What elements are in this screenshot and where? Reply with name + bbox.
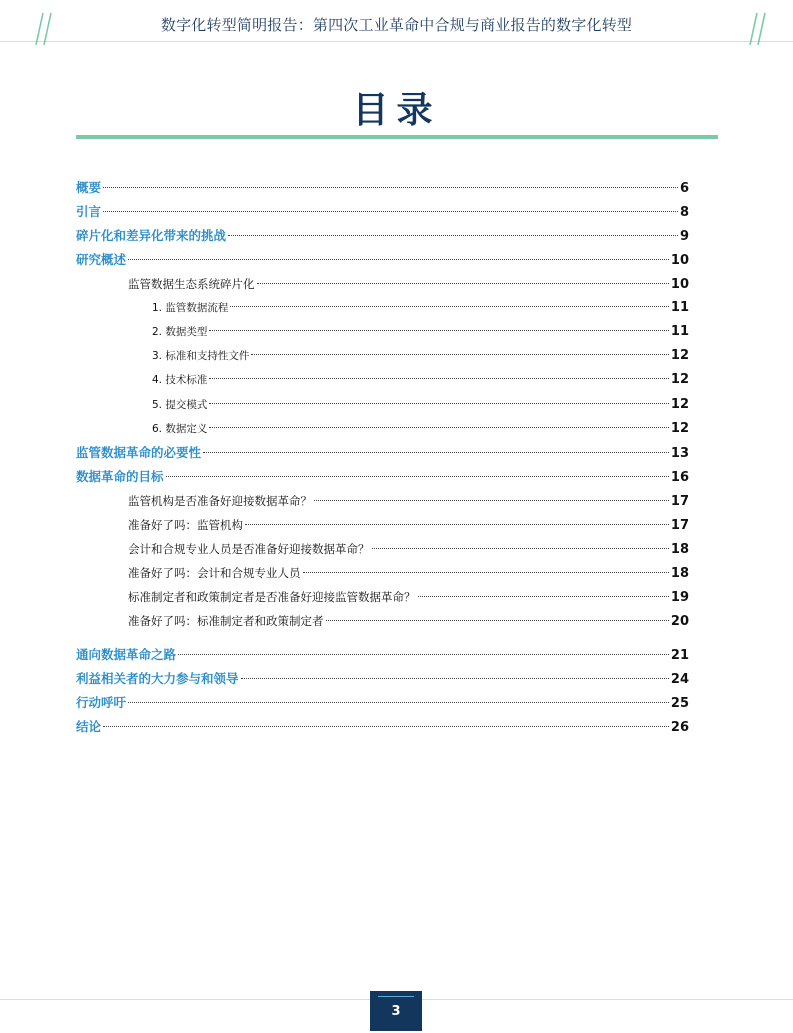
toc-entry[interactable] [128,611,689,631]
toc-dot-leader [241,678,669,679]
toc-entry-page: 26 [670,720,689,735]
toc-dot-leader [103,726,669,727]
toc-entry-label: 概要 [76,180,102,195]
toc-entry-label: 准备好了吗：监管机构 [128,518,243,532]
toc-entry[interactable] [76,250,689,270]
toc-entry-page: 12 [670,397,689,412]
toc-entry-page: 18 [670,542,689,557]
toc-entry[interactable] [76,178,689,198]
toc-entry-page: 6 [679,181,689,196]
toc-entry[interactable] [76,693,689,713]
toc-dot-leader [303,572,669,573]
toc-entry-label: 行动呼吁 [76,695,127,710]
toc-entry-page: 20 [670,614,689,629]
toc-entry[interactable] [128,563,689,583]
toc-entry-page: 16 [670,470,689,485]
toc-dot-leader [372,548,669,549]
toc-dot-leader [314,500,669,501]
toc-entry-label: 结论 [76,719,102,734]
toc-dot-leader [166,476,669,477]
toc-entry[interactable] [152,419,689,439]
toc-entry[interactable] [152,370,689,390]
toc-entry-page: 12 [670,348,689,363]
toc-dot-leader [257,283,669,284]
toc-entry-label: 碎片化和差异化带来的挑战 [76,228,227,243]
toc-title: 目录 [352,90,441,131]
toc-dot-leader [326,620,669,621]
toc-entry-page: 10 [670,277,689,292]
toc-entry[interactable] [128,539,689,559]
toc-dot-leader [203,452,669,453]
toc-entry[interactable] [128,491,689,511]
toc-entry-page: 11 [670,300,689,315]
toc-entry-label: 标准制定者和政策制定者是否准备好迎接监管数据革命？ [128,590,416,604]
toc-entry[interactable] [128,515,689,535]
toc-entry[interactable] [152,346,689,366]
toc-entry[interactable] [152,395,689,415]
toc-entry-label: 监管数据革命的必要性 [76,445,202,460]
toc-entry-page: 9 [679,229,689,244]
toc-entry[interactable] [76,202,689,222]
toc-entry-page: 13 [670,446,689,461]
page-badge-accent [378,996,414,997]
toc-entry-page: 12 [670,372,689,387]
toc-entry-label: 研究概述 [76,252,127,267]
toc-entry-label: 数据革命的目标 [76,469,164,484]
page-number: 3 [391,1004,401,1019]
toc-entry-page: 18 [670,566,689,581]
toc-dot-leader [245,524,669,525]
toc-dot-leader [228,235,678,236]
toc-entry[interactable] [76,443,689,463]
toc-dot-leader [128,702,669,703]
toc-entry-label: 监管机构是否准备好迎接数据革命？ [128,494,312,508]
toc-dot-leader [103,211,678,212]
page-number-badge [370,991,422,1031]
toc-entry[interactable] [152,298,689,318]
toc-entry-label: 3. 标准和支持性文件 [152,350,250,362]
toc-dot-leader [103,187,678,188]
toc-entry-label: 5. 提交模式 [152,399,208,411]
toc-dot-leader [209,378,669,379]
toc-dot-leader [251,354,669,355]
toc-entry-page: 17 [670,518,689,533]
toc-entry-page: 12 [670,421,689,436]
toc-entry[interactable] [76,669,689,689]
toc-entry-page: 21 [670,648,689,663]
toc-dot-leader [209,403,669,404]
toc-dot-leader [209,427,669,428]
toc-entry-label: 6. 数据定义 [152,423,208,435]
toc-entry-page: 24 [670,672,689,687]
toc-entry-label: 2. 数据类型 [152,326,208,338]
toc-entry[interactable] [76,717,689,737]
toc-entry-label: 准备好了吗：标准制定者和政策制定者 [128,614,324,628]
toc-entry-page: 19 [670,590,689,605]
header-title: 数字化转型简明报告：第四次工业革命中合规与商业报告的数字化转型 [160,16,633,34]
toc-dot-leader [178,654,669,655]
toc-entry-label: 引言 [76,204,102,219]
toc-entry-page: 11 [670,324,689,339]
toc-entry-page: 17 [670,494,689,509]
toc-entry[interactable] [76,645,689,665]
toc-entry[interactable] [128,274,689,294]
toc-dot-leader [209,330,669,331]
toc-dot-leader [128,259,669,260]
toc-entry-page: 8 [679,205,689,220]
toc-entry[interactable] [152,322,689,342]
toc-entry-label: 1. 监管数据流程 [152,302,229,314]
toc-dot-leader [230,306,669,307]
toc-entry-label: 通向数据革命之路 [76,647,177,662]
toc-dot-leader [418,596,669,597]
toc-entry[interactable] [76,226,689,246]
toc-entry-page: 25 [670,696,689,711]
toc-entry[interactable] [76,467,689,487]
toc-entry-label: 会计和合规专业人员是否准备好迎接数据革命？ [128,542,370,556]
toc-entry-label: 监管数据生态系统碎片化 [128,277,255,291]
toc-entry-label: 4. 技术标准 [152,374,208,386]
toc-entry-label: 准备好了吗：会计和合规专业人员 [128,566,301,580]
toc-entry[interactable] [128,587,689,607]
toc-entry-label: 利益相关者的大力参与和领导 [76,671,239,686]
toc-entry-page: 10 [670,253,689,268]
